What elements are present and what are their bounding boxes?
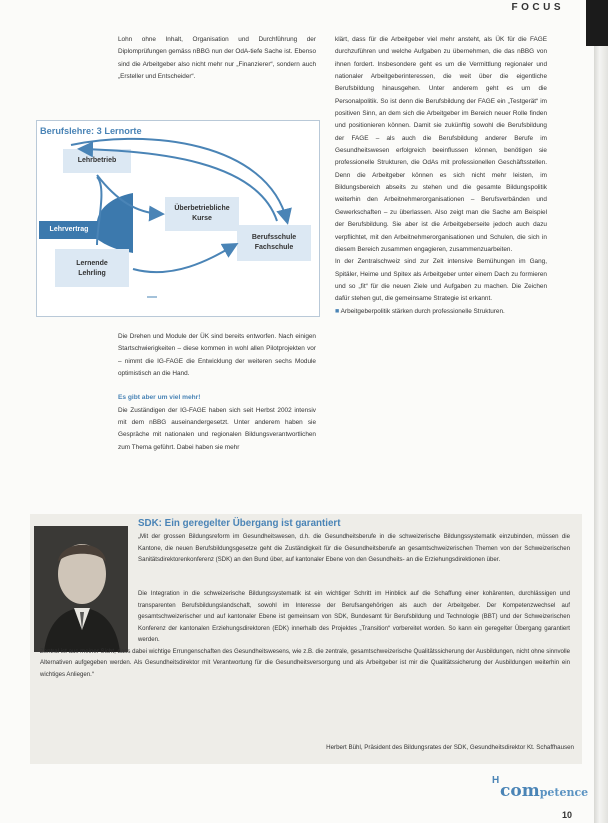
continuation-paragraph: Die Drehen und Module der ÜK sind bereits entworfen. Nach einigen Startschwierigkeiten – diese kommen in wohl allen Pilotprojekten vor – nimmt die IG-FAGE die Entwicklung der weiteren sechs Module optimistisch an die Hand.	[118, 333, 316, 378]
lehrvertrag-banner	[39, 193, 133, 253]
logo-main: com	[500, 781, 540, 801]
diagram-title: Berufslehre: 3 Lernorte	[40, 126, 142, 136]
left-column-main	[118, 331, 316, 454]
logo-h: H	[492, 775, 500, 786]
label-lernende: Lernende	[76, 260, 108, 267]
bullet-square-icon: ■	[335, 307, 340, 315]
page-number: 10	[561, 810, 572, 820]
right-body-paragraph: klärt, dass für die Arbeitgeber viel mehr ansteht, als ÜK für die FAGE durchzuführen und welche Aufgaben zu übernehmen, die das nBBG von ihnen fordert. Insbesondere geht es um die Vermittlung regionaler und nationaler Arbeitgeberinteressen, die weit über die eigentliche Berufsbildung hinausgehen. Unter anderem geht es um die Personalpolitik. So ist denn die Berufsbildung der FAGE ein „Testgerät“ im positiven Sinn, an dem sich die Arbeitgeber im Bereich neuer Rolle finden und positionieren können. Damit sie zukünftig sowohl die Berufsbildung der FAGE – als auch die Berufsbildung anderer Berufe im Gesundheitswesen erfolgreich beeinflussen können, benötigen sie professionelle Strukturen, die OdAs mit professionellen Geschäftsstellen. Denn die Arbeitgeber können es sich nicht mehr leisten, im Bildungsbereich abseits zu stehen und die gesamte Bildungspolitik weiterhin den Arbeitnehmerorganisationen – Berufsverbänden und Gewerkschaften – zu überlassen. Also zeigt man die Sache am Beispiel der Berufsbildung. Sie aber ist die Arbeitgeberseite jedoch auch dazu verpflichtet, mit den Arbeitnehmerorganisationen und Schulen, die sich in diesem Bereich zusammen engagieren, zusammenzuarbeiten.	[335, 36, 547, 253]
label-lehrbetrieb: Lehrbetrieb	[77, 157, 117, 164]
label-fachschule: Fachschule	[254, 244, 294, 251]
sdk-title: SDK: Ein geregelter Übergang ist garantiert	[138, 518, 341, 529]
lernorte-diagram	[36, 120, 320, 317]
sdk-paragraph-1: „Mit der grossen Bildungsreform im Gesundheitswesen, d.h. die Gesundheitsberufe in die schweizerische Bildungssystematik einzubinden, müssen die Kantone, die neuen Berufsbildungsgesetze geht die Zuständigkeit für die Gesundheitsberufe an gesamtschweizerischen Themen von der Schweizerischen Sanitätsdirektorenkonferenz (SDK) an den Bund über, auf kantonaler Ebene von den Gesundheits- an die Erziehungsdirektionen über.	[138, 533, 570, 564]
intro-paragraph: Lohn ohne Inhalt, Organisation und Durchführung der Diplomprüfungen gemäss nBBG nun der OdA-tiefe Sache ist. Ebenso sind die Arbeitgeber also nicht mehr nur „Finanzierer“, sondern auch „Ersteller und Entscheider“.	[118, 36, 316, 81]
portrait-photo	[34, 526, 128, 652]
competence-logo	[492, 775, 589, 811]
bullet-line	[335, 306, 547, 318]
right-body-paragraph-2: In der Zentralschweiz sind zur Zeit intensive Bemühungen im Gang, Spitäler, Heime und Spitex als Arbeitgeber unter einem Dach zu formieren und so „fit“ für die neuen Ziele und Aufgaben zu machen. Die Zeichen dafür stehen gut, die gemeinsame Strategie ist erkannt.	[335, 258, 547, 303]
section-header: FOCUS	[511, 2, 564, 13]
logo-wordmark	[500, 781, 588, 801]
right-column	[335, 34, 547, 318]
label-kurse: Kurse	[192, 215, 212, 222]
label-ueberbetriebliche: Überbetriebliche	[174, 205, 230, 212]
subheading: Es gibt aber um viel mehr!	[118, 394, 201, 402]
sdk-text-bottom	[40, 590, 570, 680]
section-tab	[586, 0, 608, 46]
sdk-text-top	[138, 531, 570, 566]
sdk-paragraph-2: Die Integration in die schweizerische Bildungssystematik ist ein wichtiger Schritt im Hinblick auf die Schaffung einer kohärenten, durchlässigen und transparenten Berufsbildungslandschaft, sowohl im Interesse der Berufsangehörigen als auch der Arbeitgeber. Der Kompetenzwechsel auf gesamtschweizerischer und auf kantonaler Ebene ist gemeinsam von SDK, Bundesamt für Berufsbildung und Technologie (BBT) und der Schweizerischen Konferenz der kantonalen Erziehungsdirektoren (EDK) innerhalb des Projektes „Transition“ vorbereitet worden. So kann ein geregelter Übergang garantiert werden.	[138, 590, 570, 644]
lernende-box	[55, 249, 129, 287]
sdk-paragraph-3: Zentral ist aus meiner Sicht, dass dabei wichtige Errungenschaften des Gesundheitswesens, wie z.B. die zentrale, gesamtschweizerische Qualitätssicherung der Ausbildungen, nicht ohne sinnvolle Alternativen aufgegeben werden. Als Gesundheitsdirektor mit Verantwortung für die Gesundheitsversorgung und als Arbeitgeber ist mir die Qualitätssicherung der Ausbildungen weiterhin ein wichtiges Anliegen.“	[40, 647, 570, 678]
left-column-intro	[118, 34, 316, 83]
label-lehrvertrag: Lehrvertrag	[49, 226, 89, 233]
sdk-signature: Herbert Bühl, Präsident des Bildungsrates der SDK, Gesundheitsdirektor Kt. Schaffhausen	[326, 744, 574, 751]
label-berufsschule: Berufsschule	[251, 234, 297, 241]
logo-small: petence	[539, 786, 589, 799]
page-edge	[594, 0, 608, 823]
body-paragraph: Die Zuständigen der IG-FAGE haben sich seit Herbst 2002 intensiv mit dem nBBG auseinandergesetzt. Unter anderem haben sie Gespräche mit nationalen und regionalen Bildungsverantwortlichen zum Thema geführt. Dabei haben sie mehr	[118, 406, 316, 451]
bullet-text: Arbeitgeberpolitik stärken durch professionelle Strukturen.	[340, 307, 505, 315]
arc-lernende-berufsschule	[133, 245, 235, 272]
label-lehrling: Lehrling	[78, 270, 106, 277]
